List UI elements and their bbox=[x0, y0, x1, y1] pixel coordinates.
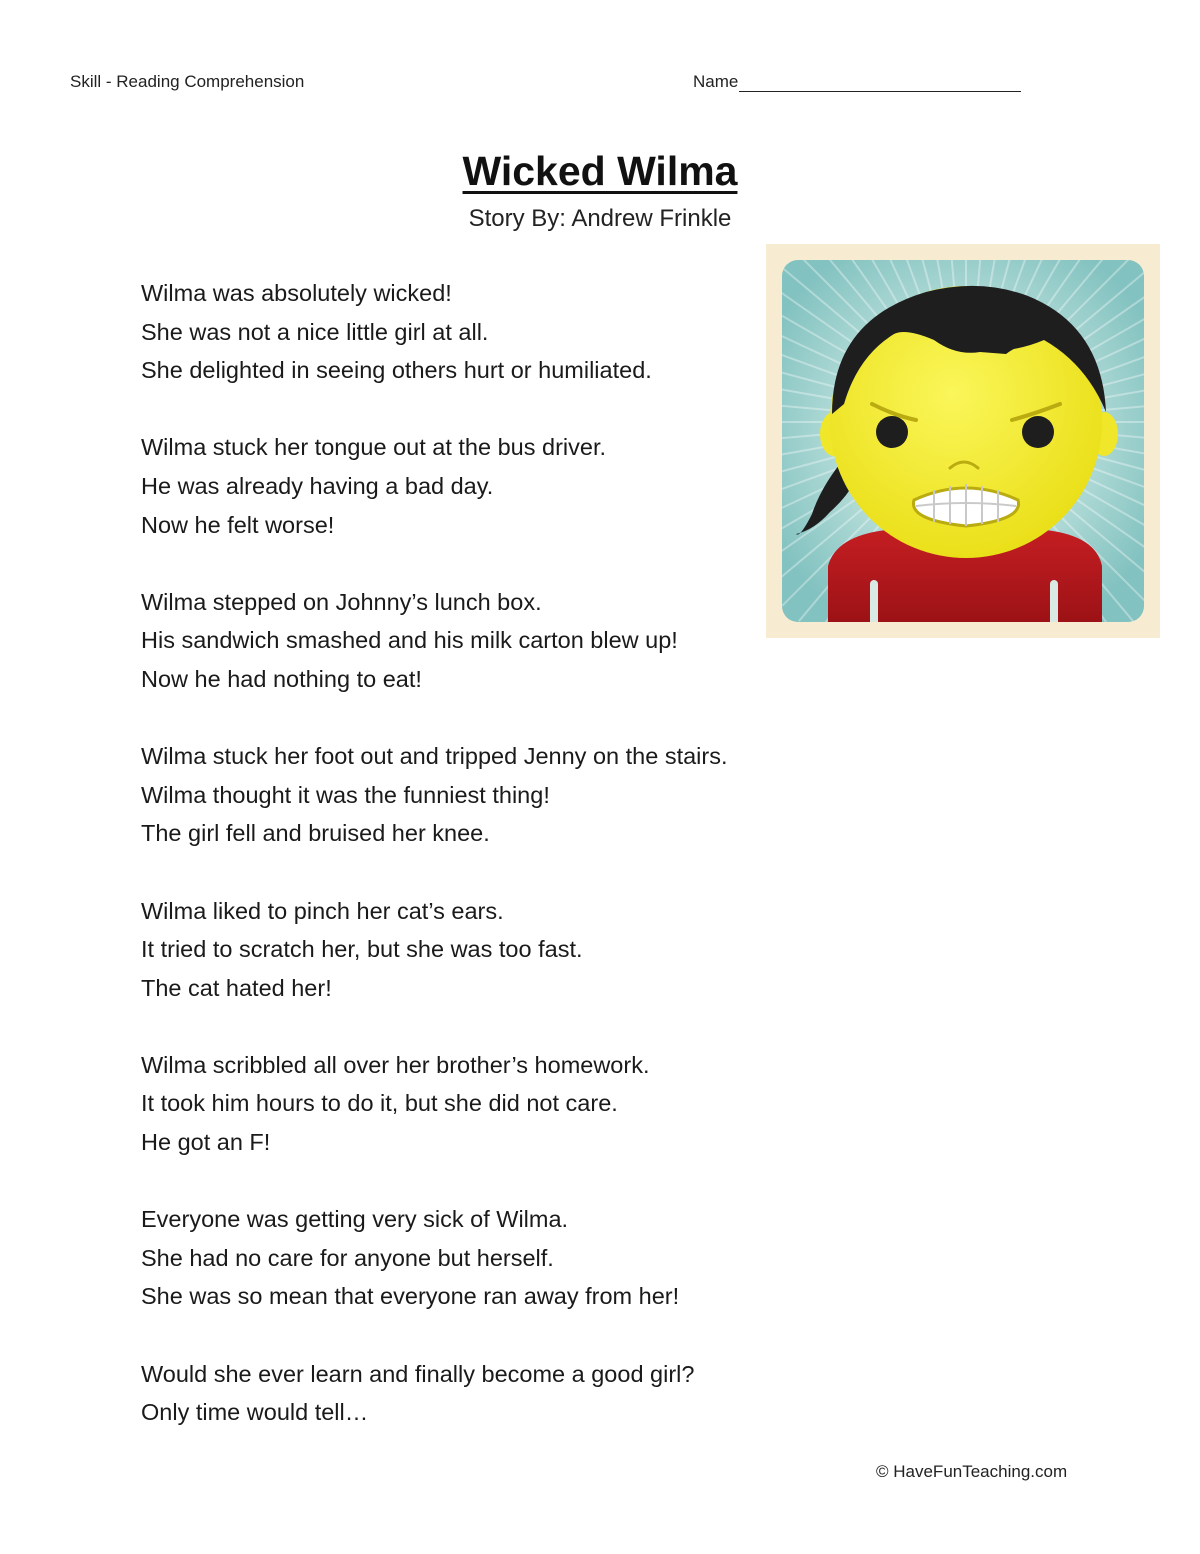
angry-girl-icon bbox=[766, 244, 1160, 638]
name-field bbox=[693, 72, 1021, 92]
story-line: Everyone was getting very sick of Wilma. bbox=[141, 1206, 569, 1233]
story-line: Wilma stuck her foot out and tripped Jenny on the stairs. bbox=[141, 743, 728, 770]
stanza bbox=[141, 1355, 801, 1432]
name-label: Name bbox=[693, 72, 739, 91]
angry-girl-illustration bbox=[766, 244, 1160, 638]
story-body bbox=[141, 274, 801, 1470]
story-line: His sandwich smashed and his milk carton blew up! bbox=[141, 627, 678, 654]
story-line: He was already having a bad day. bbox=[141, 472, 494, 499]
story-line: It took him hours to do it, but she did not care. bbox=[141, 1090, 618, 1117]
story-line: She delighted in seeing others hurt or humiliated. bbox=[141, 357, 652, 384]
story-line: Now he felt worse! bbox=[141, 511, 335, 538]
name-blank-line bbox=[739, 75, 1021, 92]
story-line: Only time would tell… bbox=[141, 1399, 369, 1426]
story-line: Wilma was absolutely wicked! bbox=[141, 280, 452, 306]
stanza bbox=[141, 1200, 801, 1316]
story-line: Would she ever learn and finally become a good girl? bbox=[141, 1360, 695, 1387]
story-line: She had no care for anyone but herself. bbox=[141, 1244, 554, 1271]
stanza bbox=[141, 583, 801, 699]
story-line: He got an F! bbox=[141, 1129, 271, 1156]
stanza bbox=[141, 428, 801, 544]
story-line: The girl fell and bruised her knee. bbox=[141, 820, 490, 847]
stanza bbox=[141, 274, 801, 390]
story-line: Wilma scribbled all over her brother’s homework. bbox=[141, 1051, 650, 1078]
story-line: Now he had nothing to eat! bbox=[141, 665, 422, 692]
story-line: She was not a nice little girl at all. bbox=[141, 318, 489, 345]
story-line: Wilma stepped on Johnny’s lunch box. bbox=[141, 588, 542, 615]
story-line: Wilma stuck her tongue out at the bus driver. bbox=[141, 434, 607, 461]
story-line: The cat hated her! bbox=[141, 974, 332, 1001]
story-line: She was so mean that everyone ran away from her! bbox=[141, 1283, 680, 1310]
page-title: Wicked Wilma bbox=[462, 148, 738, 194]
story-line: It tried to scratch her, but she was too fast. bbox=[141, 936, 583, 963]
skill-label: Skill - Reading Comprehension bbox=[70, 72, 305, 91]
story-line: Wilma liked to pinch her cat’s ears. bbox=[141, 897, 504, 924]
copyright-footer: © HaveFunTeaching.com bbox=[876, 1462, 1068, 1481]
story-line: Wilma thought it was the funniest thing! bbox=[141, 781, 550, 808]
stanza bbox=[141, 892, 801, 1008]
byline: Story By: Andrew Frinkle bbox=[468, 205, 732, 232]
stanza bbox=[141, 737, 801, 853]
stanza bbox=[141, 1046, 801, 1162]
